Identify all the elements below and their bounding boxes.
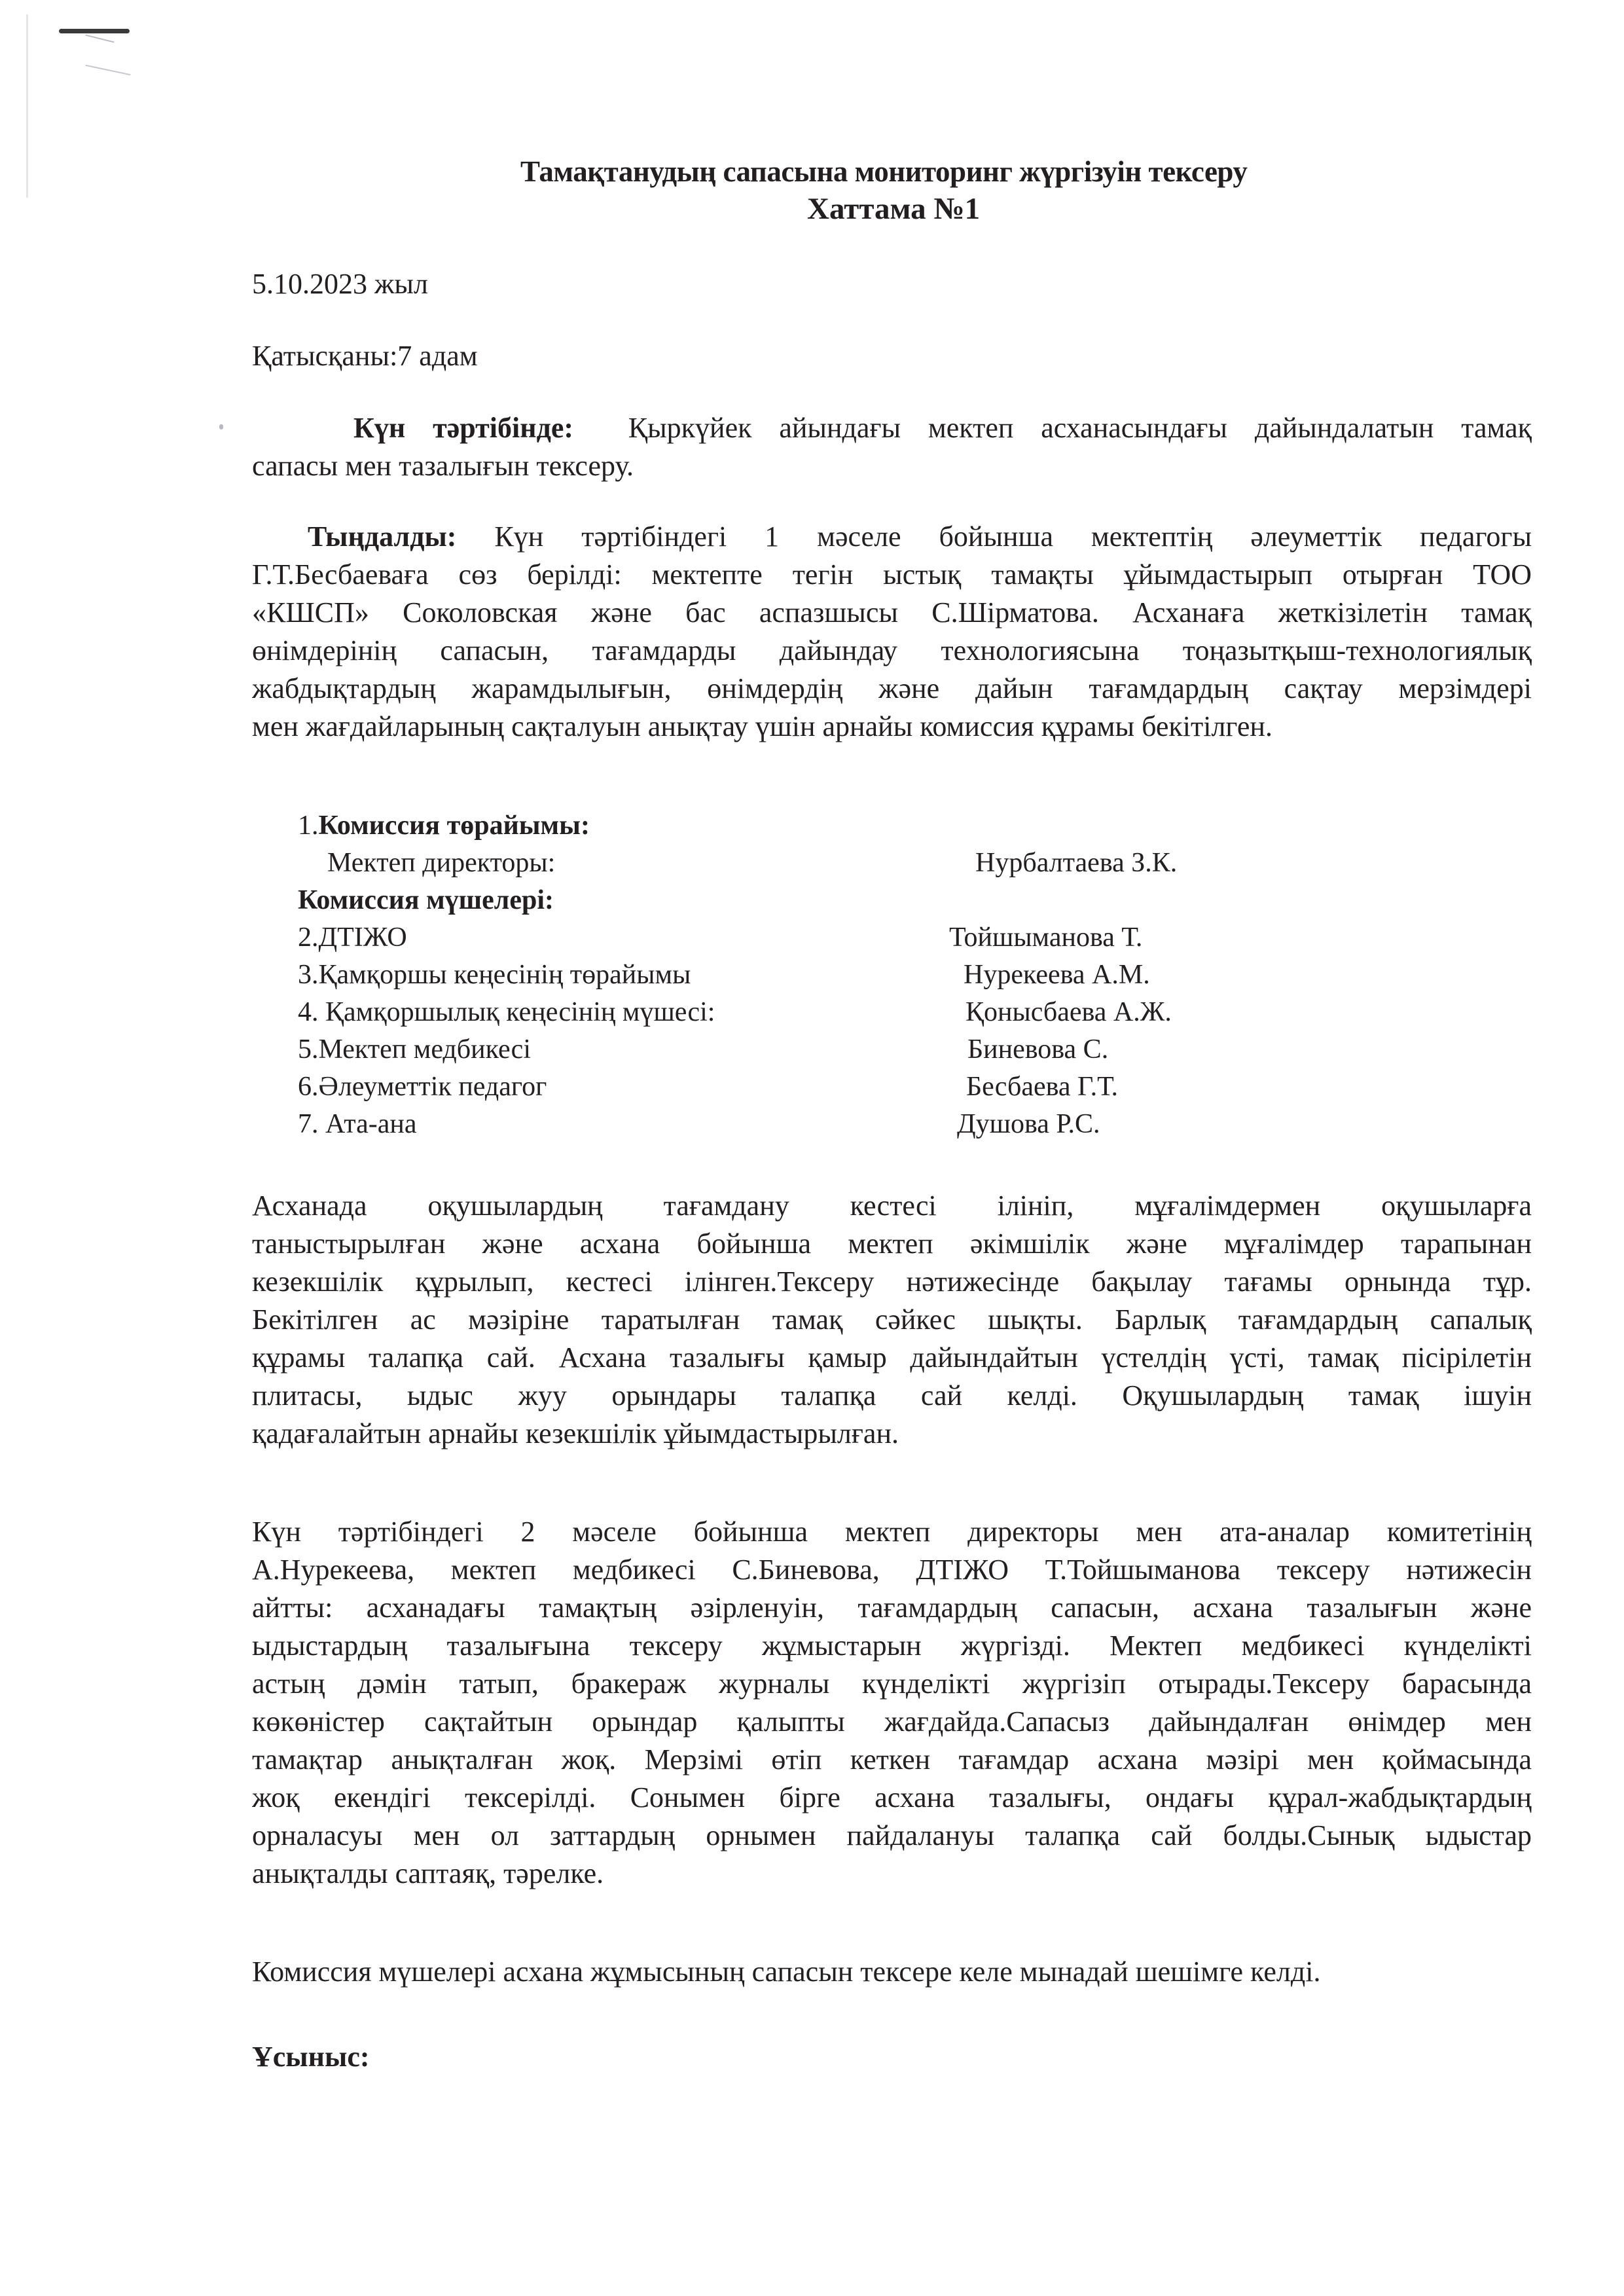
heard-line: өнімдерінің сапасын, тағамдарды дайындау технологиясына тоңазытқыш-технологиялық — [252, 636, 1532, 666]
chair-name: Нурбалтаева З.К. — [975, 848, 1178, 878]
member-name: Қонысбаева А.Ж. — [965, 997, 1172, 1027]
protocol-number: Хаттама №1 — [807, 192, 981, 226]
commission-chair-heading: 1.Комиссия төрайымы: — [298, 811, 590, 841]
member-name: Биневова С. — [967, 1034, 1109, 1065]
commission-members-heading: Комиссия мүшелері: — [298, 885, 554, 915]
agenda-text: Қыркүйек айындағы мектеп асханасындағы дайындалатын тамақ — [628, 414, 1532, 444]
heard-line: жабдықтардың жарамдылығын, өнімдердің және дайын тағамдардың сақтау мерзімдері — [252, 674, 1532, 704]
heard-line-1: Тыңдалды: Күн тәртібіндегі 1 мәселе бойынша мектептің әлеуметтік педагогы — [252, 522, 1532, 555]
agenda-line-1 — [252, 414, 1532, 446]
scan-dot-artifact — [219, 424, 223, 429]
pen-scribble — [86, 65, 131, 76]
paragraph-1-line: Асханада оқушылардың тағамдану кестесі ілініп, мұғалімдермен оқушыларға — [252, 1192, 1532, 1222]
agenda-label: Күн тәртібінде: — [353, 414, 574, 444]
paragraph-2-line: жоқ екендігі тексерілді. Сонымен бірге асхана тазалығы, ондағы құрал-жабдықтардың — [252, 1783, 1532, 1813]
conclusion: Комиссия мүшелері асхана жұмысының сапасын тексере келе мынадай шешімге келді. — [252, 1956, 1321, 1988]
member-role: 3.Қамқоршы кеңесінің төрайымы — [298, 960, 691, 990]
paragraph-1-line: Бекітілген ас мәзіріне таратылған тамақ сәйкес шықты. Барлық тағамдардың сапалық — [252, 1305, 1532, 1336]
member-name: Бесбаева Г.Т. — [966, 1072, 1119, 1102]
paragraph-1-line: таныстырылған және асхана бойынша мектеп әкімшілік және мұғалімдер тарапынан — [252, 1230, 1532, 1260]
paragraph-2-line: ыдыстардың тазалығына тексеру жұмыстарын жүргізді. Мектеп медбикесі күнделікті — [252, 1631, 1532, 1662]
member-name: Тойшыманова Т. — [949, 922, 1143, 953]
member-role: 2.ДТІЖО — [298, 922, 407, 953]
pen-mark — [59, 29, 130, 33]
member-role: 4. Қамқоршылық кеңесінің мүшесі: — [298, 997, 715, 1027]
scan-edge-artifact — [26, 14, 28, 198]
paragraph-2-line: орналасуы мен ол заттардың орнымен пайдалануы талапқа сай болды.Сынық ыдыстар — [252, 1821, 1532, 1851]
document-date: 5.10.2023 жыл — [252, 268, 428, 300]
paragraph-1-line: қадағалайтын арнайы кезекшілік ұйымдастырылған. — [252, 1417, 899, 1449]
member-role: 6.Әлеуметтік педагог — [298, 1072, 547, 1102]
chair-role: Мектеп директоры: — [327, 848, 556, 878]
document-title: Тамақтанудың сапасына мониторинг жүргізуін тексеру — [520, 155, 1248, 188]
paragraph-2-line: Күн тәртібіндегі 2 мәселе бойынша мектеп директоры мен ата-аналар комитетінің — [252, 1518, 1532, 1548]
attendance: Қатысқаны:7 адам — [252, 340, 478, 372]
member-role: 5.Мектеп медбикесі — [298, 1034, 531, 1065]
paragraph-2-line: А.Нурекеева, мектеп медбикесі С.Биневова, ДТІЖО Т.Тойшыманова тексеру нәтижесін — [252, 1556, 1532, 1586]
paragraph-1-line: кезекшілік құрылып, кестесі ілінген.Тексеру нәтижесінде бақылау тағамы орнында тұр. — [252, 1267, 1532, 1298]
paragraph-2-line: анықталды саптаяқ, тәрелке. — [252, 1857, 604, 1889]
member-name: Душова Р.С. — [957, 1109, 1100, 1139]
paragraph-1-line: плитасы, ыдыс жуу орындары талапқа сай келді. Оқушылардың тамақ ішуін — [252, 1381, 1532, 1412]
paragraph-1-line: құрамы талапқа сай. Асхана тазалығы қамыр дайындайтын үстелдің үсті, тамақ пісірілетін — [252, 1343, 1532, 1374]
heard-line: «КШСП» Соколовская және бас аспазшысы С.Шірматова. Асханаға жеткізілетін тамақ — [252, 598, 1532, 629]
heard-line: мен жағдайларының сақталуын анықтау үшін арнайы комиссия құрамы бекітілген. — [252, 710, 1272, 742]
paragraph-2-line: көкөністер сақтайтын орындар қалыпты жағдайда.Сапасыз дайындалған өнімдер мен — [252, 1707, 1532, 1738]
agenda-line-2: сапасы мен тазалығын тексеру. — [252, 450, 634, 482]
proposal-heading: Ұсыныс: — [252, 2041, 370, 2073]
paragraph-2-line: айтты: асханадағы тамақтың әзірленуін, тағамдардың сапасын, асхана тазалығын және — [252, 1594, 1532, 1624]
member-name: Нурекеева А.М. — [964, 960, 1150, 990]
paragraph-2-line: астың дәмін татып, бракераж журналы күнделікті жүргізіп отырады.Тексеру барасында — [252, 1669, 1532, 1700]
member-role: 7. Ата-ана — [298, 1109, 417, 1139]
heard-line: Г.Т.Бесбаеваға сөз берілді: мектепте тегін ыстық тамақты ұйымдастырып отырған ТОО — [252, 560, 1532, 591]
pen-scribble — [85, 35, 114, 43]
heard-label: Тыңдалды: — [308, 522, 457, 553]
paragraph-2-line: тамақтар анықталған жоқ. Мерзімі өтіп кеткен тағамдар асхана мәзірі мен қоймасында — [252, 1745, 1532, 1776]
